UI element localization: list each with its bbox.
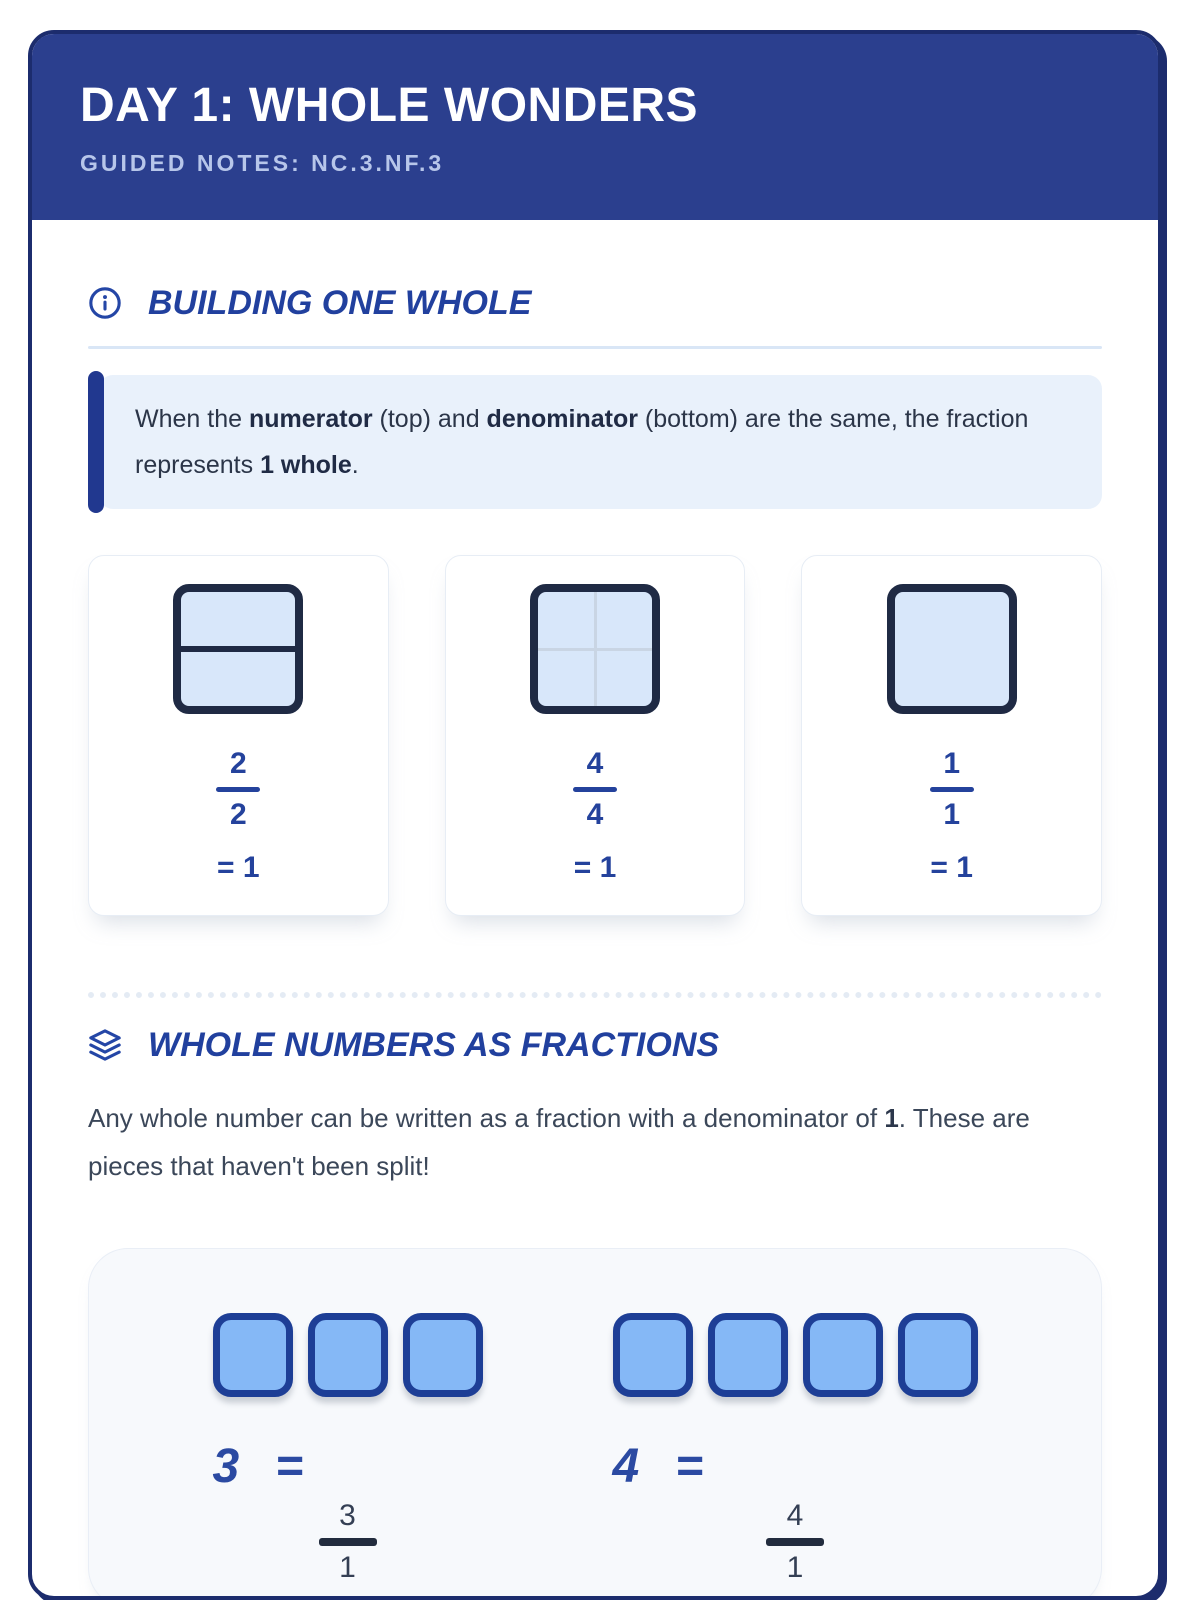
info-icon — [88, 286, 122, 320]
whole-number-label: 3 — [212, 1440, 240, 1493]
half-divider-line — [181, 646, 295, 652]
fraction-card-whole — [801, 555, 1102, 916]
layers-icon — [88, 1028, 122, 1062]
fraction-bar — [573, 787, 617, 792]
group-equation — [213, 1441, 483, 1493]
group-four — [613, 1313, 978, 1585]
unit-square — [613, 1313, 693, 1397]
section-paragraph: Any whole number can be written as a fraction with a denominator of 1. These are pieces that haven't been split! — [88, 1103, 1030, 1181]
fraction-denominator: 1 — [943, 798, 960, 831]
header-banner — [32, 34, 1158, 220]
fraction-4-4 — [464, 748, 727, 831]
group-equation — [613, 1441, 978, 1493]
fraction-2-2 — [107, 748, 370, 831]
equals-one-label: = 1 — [217, 851, 260, 884]
section-title: WHOLE NUMBERS AS FRACTIONS — [148, 1026, 720, 1064]
unit-square — [708, 1313, 788, 1397]
content-area — [32, 220, 1158, 1600]
unit-square — [308, 1313, 388, 1397]
fraction-1-1 — [820, 748, 1083, 831]
fraction-bar — [319, 1538, 377, 1546]
fraction-denominator: 4 — [586, 798, 604, 831]
square-model-whole — [887, 584, 1017, 714]
definition-callout — [99, 375, 1102, 509]
fraction-denominator: 1 — [786, 1551, 804, 1584]
worksheet-card — [28, 30, 1162, 1600]
square-model-fourths — [530, 584, 660, 714]
equals-one-label: = 1 — [930, 851, 973, 884]
fraction-denominator: 1 — [339, 1551, 356, 1584]
answer-fraction — [613, 1499, 978, 1585]
square-model-halves — [173, 584, 303, 714]
unit-square — [403, 1313, 483, 1397]
section-whole-numbers-header — [88, 1024, 1102, 1066]
unit-square-row — [613, 1313, 978, 1397]
fraction-card-halves — [88, 555, 389, 916]
callout-text: When the numerator (top) and denominator (bottom) are the same, the fraction represents 1 whole. — [135, 405, 1029, 479]
whole-numbers-panel — [88, 1248, 1102, 1600]
fraction-bar — [930, 787, 974, 792]
fraction-numerator: 2 — [229, 747, 247, 780]
answer-fraction — [213, 1499, 483, 1585]
whole-number-label: 4 — [612, 1440, 640, 1493]
section-underline — [88, 346, 1102, 349]
section-title: BUILDING ONE WHOLE — [148, 284, 532, 322]
equals-sign: = — [675, 1440, 704, 1493]
whole-fraction-cards — [88, 555, 1102, 916]
unit-square-groups — [129, 1313, 1061, 1585]
section-building-one-whole-header — [88, 282, 1102, 324]
unit-square — [213, 1313, 293, 1397]
fraction-denominator: 2 — [229, 798, 247, 831]
fraction-card-fourths — [445, 555, 746, 916]
fourth-divider-horizontal — [538, 648, 652, 651]
fraction-bar — [766, 1538, 824, 1546]
unit-square-row — [213, 1313, 483, 1397]
group-three — [213, 1313, 483, 1585]
fraction-numerator: 3 — [339, 1499, 356, 1532]
equals-one-label: = 1 — [573, 851, 617, 884]
page-title: DAY 1: WHOLE WONDERS — [80, 79, 699, 132]
fraction-bar — [216, 787, 260, 792]
unit-square — [898, 1313, 978, 1397]
equals-sign: = — [275, 1440, 304, 1493]
unit-square — [803, 1313, 883, 1397]
page-subtitle: GUIDED NOTES: NC.3.NF.3 — [80, 150, 445, 176]
fraction-numerator: 4 — [786, 1499, 804, 1532]
fraction-numerator: 1 — [943, 747, 960, 780]
dotted-divider — [88, 992, 1102, 998]
fraction-numerator: 4 — [586, 747, 604, 780]
